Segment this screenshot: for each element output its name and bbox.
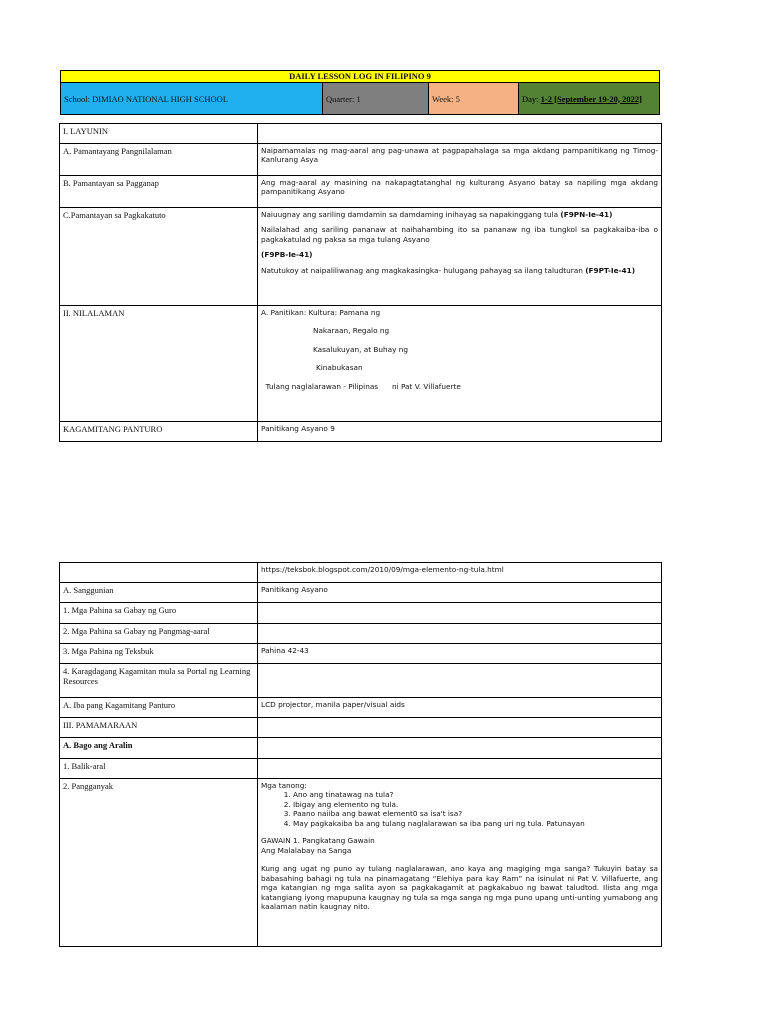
row-label xyxy=(60,563,258,583)
competency-3-text: Natutukoy at naipaliliwanag ang magkakasingka- hulugang pahayag sa ilang taludturan xyxy=(261,265,586,275)
row-label: 2. Pangganyak xyxy=(60,779,258,947)
competency-2-text: Nailalahad ang sariling pananaw at naihahambing ito sa pananaw ng iba tungkol sa pagkakaiba-iba o pagkakatulad ng paksa sa mga tulang Asyano xyxy=(261,225,658,244)
activity-title: GAWAIN 1. Pangkatang Gawain xyxy=(261,836,375,846)
performance-standard-text: Ang mag-aaral ay masining na nakapagtatanghal ng kulturang Asyano batay sa napiling mga akdang pampanitikang Asyano xyxy=(261,178,658,197)
row-label: KAGAMITANG PANTURO xyxy=(60,422,258,442)
table-row xyxy=(60,124,662,144)
content-standard-text: Naipamamalas ng mag-aaral ang pag-unawa at pagpapahalaga sa mga akdang pampanitikang ng Timog-Kanlurang Asya xyxy=(261,146,658,165)
procedure-table xyxy=(59,562,662,947)
table-row xyxy=(60,664,662,698)
table-row xyxy=(60,144,662,176)
table-row xyxy=(60,738,662,759)
competency-3-code: (F9PT-Ie-41) xyxy=(585,265,636,275)
competency-1 xyxy=(261,210,658,219)
row-label: III. PAMAMARAAN xyxy=(60,718,258,738)
row-label: C.Pamantayan sa Pagkakatuto xyxy=(60,208,258,306)
row-value: Pahina 42-43 xyxy=(258,644,662,664)
day-cell xyxy=(519,83,659,114)
row-value xyxy=(258,624,662,644)
table-row xyxy=(60,644,662,664)
row-value xyxy=(258,779,662,947)
questions-list xyxy=(261,790,658,828)
list-item: 4. May pagkakaiba ba ang tulang naglalarawan sa iba pang uri ng tula. Patunayan xyxy=(293,819,658,828)
table-row xyxy=(60,563,662,583)
row-value xyxy=(258,718,662,738)
row-label: A. Sanggunian xyxy=(60,583,258,603)
row-label: A. Iba pang Kagamitang Panturo xyxy=(60,698,258,718)
table-row xyxy=(60,779,662,947)
quarter-cell: Quarter: 1 xyxy=(323,83,429,114)
row-value xyxy=(258,144,662,176)
competency-2-code: (F9PB-Ie-41) xyxy=(261,250,313,260)
row-value: Panitikang Asyano 9 xyxy=(258,422,662,442)
row-value xyxy=(258,664,662,698)
row-value xyxy=(258,603,662,624)
row-value xyxy=(258,759,662,779)
competency-3 xyxy=(261,266,658,275)
reference-url: https://teksbok.blogspot.com/2010/09/mga-elemento-ng-tula.html xyxy=(258,563,662,583)
content-line: Tulang naglalarawan - Pilipinas ni Pat V. Villafuerte xyxy=(261,381,461,391)
questions-heading: Mga tanong: xyxy=(261,781,307,790)
row-label: A. Pamantayang Pangnilalaman xyxy=(60,144,258,176)
content-line: A. Panitikan: Kultura: Pamana ng xyxy=(261,308,381,317)
table-row xyxy=(60,176,662,208)
row-label: II. NILALAMAN xyxy=(60,306,258,422)
list-item: 2. Ibigay ang elemento ng tula. xyxy=(293,800,658,809)
row-value xyxy=(258,306,662,422)
day-prefix: Day: xyxy=(522,93,539,104)
competency-1-code: (F9PN-Ie-41) xyxy=(560,210,613,219)
row-label: 4. Karagdagang Kagamitan mula sa Portal ng Learning Resources xyxy=(60,664,258,698)
row-label: B. Pamantayan sa Pagganap xyxy=(60,176,258,208)
row-value: Panitikang Asyano xyxy=(258,583,662,603)
row-value xyxy=(258,124,662,144)
row-label: 1. Balik-aral xyxy=(60,759,258,779)
table-row xyxy=(60,603,662,624)
content-line: Nakaraan, Regalo ng xyxy=(313,326,390,336)
log-title: DAILY LESSON LOG IN FILIPINO 9 xyxy=(61,71,659,83)
row-value xyxy=(258,208,662,306)
row-value xyxy=(258,738,662,759)
week-cell: Week: 5 xyxy=(429,83,519,114)
table-row xyxy=(60,718,662,738)
lesson-log-header xyxy=(60,70,660,115)
table-row xyxy=(60,422,662,442)
table-row xyxy=(60,583,662,603)
row-value xyxy=(258,176,662,208)
content-line: Kasalukuyan, at Buhay ng xyxy=(313,344,409,354)
row-label: I. LAYUNIN xyxy=(60,124,258,144)
row-label: 3. Mga Pahina ng Teksbuk xyxy=(60,644,258,664)
content-line: Kinabukasan xyxy=(316,363,363,373)
table-row xyxy=(60,624,662,644)
day-dates: 1-2 [September 19-20, 2022] xyxy=(540,93,643,104)
header-info-row xyxy=(61,83,659,114)
activity-text: Kung ang ugat ng puno ay tulang naglalarawan, ano kaya ang magiging mga sanga? Tukuyin batay sa babasahing bahagi ng tula na pinamagatang “Elehiya para kay Ram” na isinulat ni Pat V. Villafuerte, ang mga katangian ng mga salita ayon sa pagkakagamit at pagkakabuo ng bawat taludtod. Ilista ang mga katangiang iyong mapupuna kaugnay ng tula sa mga sanga ng mga puno upang unti-unting yumabong ang kaalaman natin kaugnay nito. xyxy=(261,864,658,912)
table-row xyxy=(60,208,662,306)
row-label: 2. Mga Pahina sa Gabay ng Pangmag-aaral xyxy=(60,624,258,644)
row-label: 1. Mga Pahina sa Gabay ng Guro xyxy=(60,603,258,624)
list-item: 1. Ano ang tinatawag na tula? xyxy=(293,790,658,799)
school-cell: School: DIMIAO NATIONAL HIGH SCHOOL xyxy=(61,83,323,114)
row-label: A. Bago ang Aralin xyxy=(60,738,258,759)
table-row xyxy=(60,759,662,779)
table-row xyxy=(60,306,662,422)
table-row xyxy=(60,698,662,718)
competency-1-text: Naiuugnay ang sariling damdamin sa damdaming inihayag sa napakinggang tula xyxy=(261,210,561,219)
list-item: 3. Paano naiiba ang bawat element0 sa isa't isa? xyxy=(293,809,658,818)
activity-subtitle: Ang Malalabay na Sanga xyxy=(261,845,352,855)
objectives-table xyxy=(59,123,662,442)
row-value: LCD projector, manila paper/visual aids xyxy=(258,698,662,718)
